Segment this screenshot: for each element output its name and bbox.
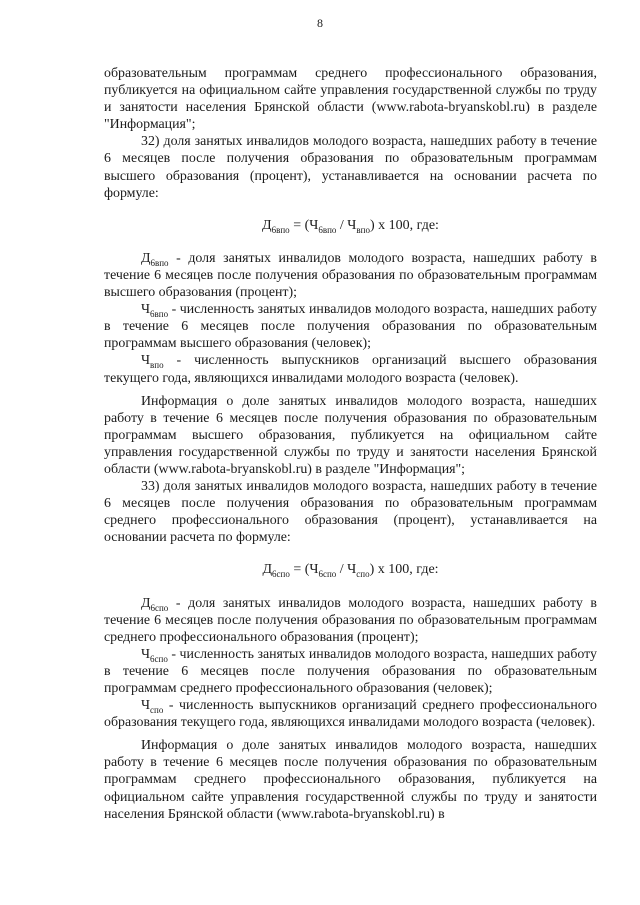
definition: $Ч_{6впо}$ - численность занятых инвалидов молодого возраста, нашедших работу в течение 6 месяцев после получения образования по образовательным программам высшего образования (человек); <box>104 302 597 352</box>
paragraph-info-vpo: Информация о доле занятых инвалидов молодого возраста, нашедших работу в течение 6 месяцев после получения образования по образовательным программам высшего образования, публикуется на официальном сайте управления государственной службы по труду и занятости населения Брянской области (www.rabota-bryanskobl.ru) в разделе "Информация"; <box>104 393 597 477</box>
definition: $Д_{6спо}$ - доля занятых инвалидов молодого возраста, нашедших работу в течение 6 месяцев после получения образования по образовательным программам среднего профессионального образования (процент); <box>104 595 597 645</box>
definition: $Ч_{впо}$ - численность выпускников организаций высшего образования текущего года, являющихся инвалидами молодого возраста (человек). <box>104 353 597 386</box>
paragraph-info-spo: Информация о доле занятых инвалидов молодого возраста, нашедших работу в течение 6 месяцев после получения образования по образовательным программам среднего профессионального образования, публикуется на официальном сайте управления государственной службы по труду и занятости населения Брянской области (www.rabota-bryanskobl.ru) в <box>104 738 597 822</box>
definition: $Ч_{спо}$ - численность выпускников организаций среднего профессионального образования текущего года, являющихся инвалидами молодого возраста (человек). <box>104 698 597 731</box>
definition: $Д_{6впо}$ - доля занятых инвалидов молодого возраста, нашедших работу в течение 6 месяцев после получения образования по образовательным программам высшего образования (процент); <box>104 250 597 301</box>
page-number: 8 <box>317 16 323 30</box>
document-body <box>104 65 597 823</box>
paragraph: образовательным программам среднего профессионального образования, публикуется на официальном сайте управления государственной службы по труду и занятости населения Брянской области (www.rabota-bryanskobl.ru) в разделе "Информация"; <box>104 66 597 133</box>
formula-vpo: $Д_{6впо} = (Ч_{6впо} / Ч_{впо})$ х 100, где: <box>262 217 439 235</box>
definition: $Ч_{6спо}$ - численность занятых инвалидов молодого возраста, нашедших работу в течение 6 месяцев после получения образования по образовательным программам среднего профессионального образования (человек); <box>104 646 597 696</box>
paragraph-item-33: 33) доля занятых инвалидов молодого возраста, нашедших работу в течение 6 месяцев после получения образования по образовательным программам среднего профессионального образования (процент), устанавливается на основании расчета по формуле: <box>104 479 597 546</box>
formula-spo: $Д_{6спо} = (Ч_{6спо} / Ч_{спо})$ х 100, где: <box>262 562 439 580</box>
paragraph-item-32: 32) доля занятых инвалидов молодого возраста, нашедших работу в течение 6 месяцев после получения образования по образовательным программам высшего образования (процент), устанавливается на основании расчета по формуле: <box>104 134 597 201</box>
